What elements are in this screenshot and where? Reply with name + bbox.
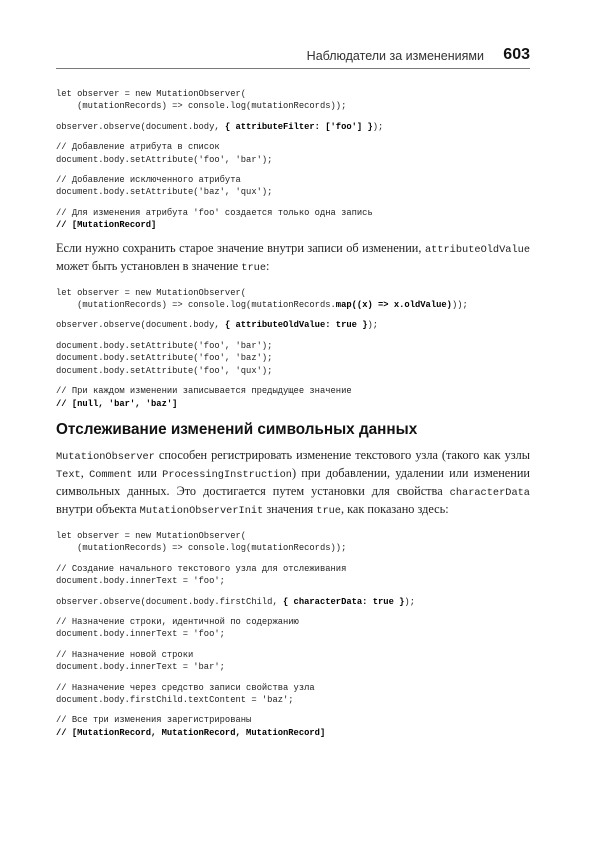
code-comment: // Назначение через средство записи свойства узла (56, 682, 315, 693)
code-line: let observer = new MutationObserver( (56, 287, 247, 298)
code-line: observer.observe(document.body.firstChild, { characterData: true }); (56, 596, 415, 607)
code-line: document.body.setAttribute('foo', 'bar'); (56, 340, 273, 351)
running-title: Наблюдатели за изменениями (306, 49, 484, 63)
code-comment: // Добавление атрибута в список (56, 142, 220, 153)
code-line: (mutationRecords) => console.log(mutationRecords)); (56, 543, 347, 554)
code-line: document.body.firstChild.textContent = 'baz'; (56, 694, 294, 705)
code-line: (mutationRecords) => console.log(mutationRecords)); (56, 101, 347, 112)
code-line: document.body.innerText = 'foo'; (56, 576, 225, 587)
code-block-attribute-filter (56, 88, 530, 232)
paragraph-character-data: MutationObserver способен регистрировать изменение текстового узла (такого как узлы Text, Comment или ProcessingInstruction) при добавлении, удалении или изменении символьных данных. Это достигается путем установки для свойства characterData внутри объекта MutationObserverInit значения true, как показано здесь: (56, 447, 530, 517)
code-comment: // Назначение новой строки (56, 649, 194, 660)
section-heading: Отслеживание изменений символьных данных (56, 420, 418, 438)
paragraph-old-value: Если нужно сохранить старое значение внутри записи об изменении, attributeOldValue может быть установлен в значение true: (56, 240, 530, 274)
page-header (56, 46, 530, 69)
code-comment: // Все три изменения зарегистрированы (56, 715, 252, 726)
code-line: document.body.setAttribute('foo', 'baz'); (56, 353, 273, 364)
code-line: document.body.innerText = 'bar'; (56, 662, 225, 673)
code-line: let observer = new MutationObserver( (56, 530, 247, 541)
page-content (56, 88, 530, 739)
code-line: document.body.innerText = 'foo'; (56, 629, 225, 640)
code-block-character-data (56, 530, 530, 739)
code-line: document.body.setAttribute('foo', 'qux'); (56, 365, 273, 376)
code-output: // [null, 'bar', 'baz'] (56, 398, 178, 409)
code-comment: // Добавление исключенного атрибута (56, 175, 241, 186)
code-comment: // Создание начального текстового узла для отслеживания (56, 563, 347, 574)
code-line: observer.observe(document.body, { attributeOldValue: true }); (56, 320, 379, 331)
code-comment: // Для изменения атрибута 'foo' создается только одна запись (56, 207, 373, 218)
code-line: observer.observe(document.body, { attributeFilter: ['foo'] }); (56, 121, 384, 132)
code-line: let observer = new MutationObserver( (56, 89, 247, 99)
code-comment: // При каждом изменении записывается предыдущее значение (56, 386, 352, 397)
code-line: document.body.setAttribute('baz', 'qux'); (56, 187, 273, 198)
code-output: // [MutationRecord, MutationRecord, MutationRecord] (56, 727, 326, 738)
code-block-attribute-old-value (56, 287, 530, 410)
code-comment: // Назначение строки, идентичной по содержанию (56, 616, 299, 627)
code-line: (mutationRecords) => console.log(mutationRecords.map((x) => x.oldValue))); (56, 300, 468, 311)
code-output: // [MutationRecord] (56, 220, 157, 231)
page-number: 603 (503, 46, 530, 63)
code-line: document.body.setAttribute('foo', 'bar'); (56, 154, 273, 165)
